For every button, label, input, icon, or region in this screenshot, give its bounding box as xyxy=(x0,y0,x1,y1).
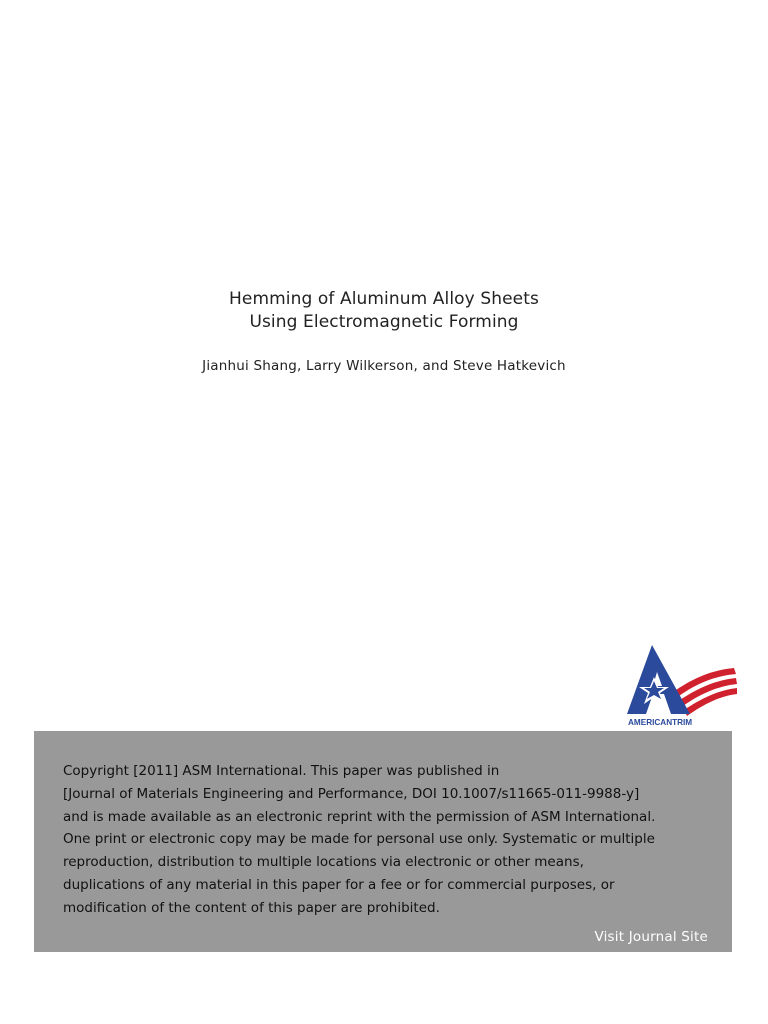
copyright-line-1: Copyright [2011] ASM International. This paper was published in xyxy=(63,763,500,779)
copyright-notice-text xyxy=(63,760,728,920)
american-trim-logo xyxy=(624,644,740,732)
copyright-line-6: duplications of any material in this paper for a fee or for commercial purposes, or xyxy=(63,876,615,893)
copyright-line-5: reproduction, distribution to multiple locations via electronic or other means, xyxy=(63,854,584,871)
paper-title-line-2: Using Electromagnetic Forming xyxy=(249,312,519,332)
visit-journal-site-link[interactable]: Visit Journal Site xyxy=(594,929,708,945)
paper-authors: Jianhui Shang, Larry Wilkerson, and Steve Hatkevich xyxy=(202,358,566,374)
american-trim-logo-icon xyxy=(624,644,740,732)
copyright-line-2: [Journal of Materials Engineering and Performance, DOI 10.1007/s11665-011-9988-y] xyxy=(63,785,640,802)
copyright-line-4: One print or electronic copy may be made for personal use only. Systematic or multiple xyxy=(63,831,655,848)
logo-wordmark: AMERICANTRIM xyxy=(628,718,693,727)
paper-title-line-1: Hemming of Aluminum Alloy Sheets xyxy=(229,289,539,309)
copyright-line-7: modification of the content of this paper are prohibited. xyxy=(63,899,440,916)
copyright-notice-box xyxy=(34,731,732,952)
paper-title xyxy=(0,288,768,334)
copyright-line-3: and is made available as an electronic reprint with the permission of ASM International. xyxy=(63,808,656,825)
